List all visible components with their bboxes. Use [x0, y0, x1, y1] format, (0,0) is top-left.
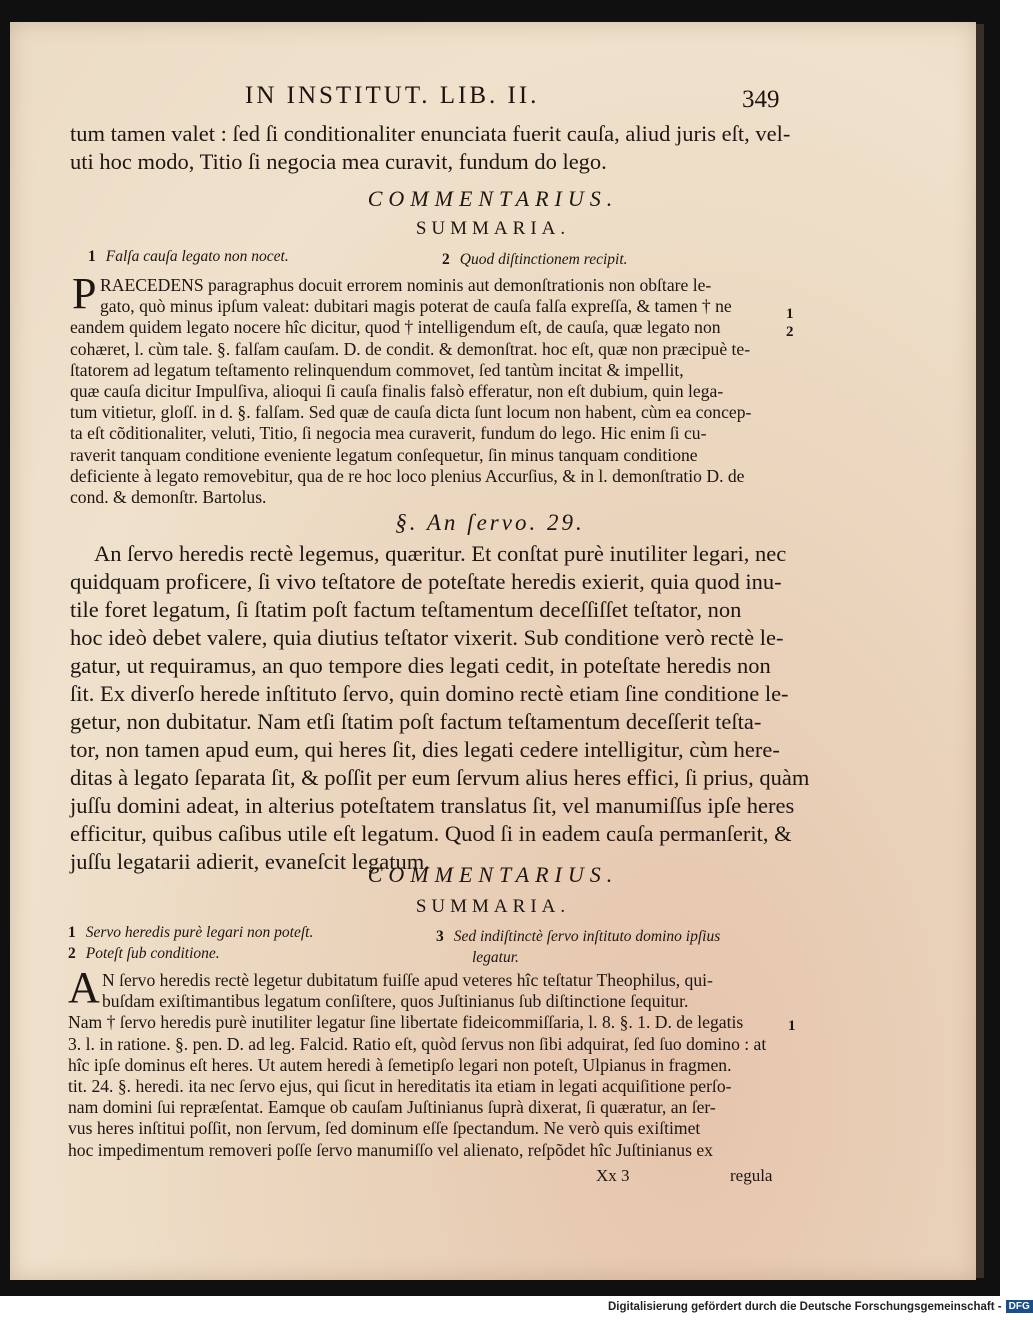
summary-item: [88, 248, 289, 266]
summary-item: [68, 924, 313, 942]
text-line: getur, non dubitatur. Nam etſi ſtatim poſt factum teſtamentum deceſſerit teſta-: [70, 709, 762, 734]
dfg-logo: DFG: [1006, 1300, 1033, 1313]
summary-text: Servo heredis purè legari non poteſt.: [85, 924, 314, 941]
text-line: ta eſt cõditionaliter, veluti, Titio, ſi negocia mea curaverit, fundum do lego. Hic enim ſi cu-: [70, 423, 707, 444]
text-line: juſſu domini adeat, in alterius poteſtatem translatus ſit, vel manumiſſus ipſe heres: [70, 793, 795, 818]
text-line: raverit tanquam conditione eveniente legatum conſequetur, ſin minus tanquam conditione: [70, 444, 698, 465]
text-line: ſit. Ex diverſo herede inſtituto ſervo, quin domino rectè etiam ſine conditione le-: [70, 681, 789, 706]
text-line: hoc impedimentum removeri poſſe ſervo manumiſſo vel alienato, reſpõdet hîc Juſtinianus ex: [68, 1139, 713, 1160]
summary-text: legatur.: [472, 949, 519, 966]
commentary-body: [70, 275, 751, 508]
summary-heading: SUMMARIA.: [415, 896, 571, 917]
section-title: §. An ſervo. 29.: [395, 510, 585, 535]
summary-number: 1: [88, 248, 96, 265]
text-line: tor, non tamen apud eum, qui heres ſit, dies legati cedere intelligitur, cùm here-: [70, 737, 780, 762]
text-line: cond. & demonſtr. Bartolus.: [70, 487, 267, 508]
text-line: uti hoc modo, Titio ſi negocia mea curavit, fundum do lego.: [70, 149, 607, 174]
text-line: tile foret legatum, ſi ſtatim poſt factum teſtamentum deceſſiſſet teſtator, non: [70, 597, 742, 622]
summary-item: [436, 928, 720, 946]
text-line: eandem quidem legato nocere hîc dicitur, quod † intelligendum eſt, de cauſa, quæ legato non: [70, 317, 721, 338]
text-line: gatur, ut requiramus, an quo tempore dies legati cedit, in poteſtate heredis non: [70, 653, 771, 678]
signature-mark: Xx 3: [596, 1166, 630, 1185]
credit-text: Digitalisierung gefördert durch die Deutsche Forschungsgemeinschaft -: [608, 1301, 1002, 1313]
text-line: tum tamen valet : ſed ſi conditionaliter enunciata fuerit cauſa, aliud juris eſt, vel-: [70, 121, 791, 146]
text-line: tit. 24. §. heredi. ita nec ſervo ejus, qui ſicut in hereditatis ita etiam in legati acquiſitione perſo-: [68, 1076, 732, 1097]
summary-text: Falſa cauſa legato non nocet.: [105, 248, 289, 265]
margin-number: 1: [786, 306, 794, 322]
summary-item: [442, 251, 628, 269]
text-line: ditas à legato ſeparata ſit, & poſſit per eum ſervum alius heres effici, ſi prius, quàm: [70, 765, 810, 790]
summary-number: 2: [68, 945, 76, 962]
drop-cap: A: [68, 963, 100, 1012]
text-line: Nam † ſervo heredis purè inutiliter legatur ſine libertate fideicommiſſaria, l. 8. §. 1. D. de legatis: [68, 1012, 744, 1033]
commentary-heading: COMMENTARIUS.: [367, 862, 619, 887]
margin-number: 1: [788, 1018, 796, 1034]
text-line: deficiente à legato removebitur, qua de re hoc loco plenius Accurſius, & in l. demonſtratio D. de: [70, 465, 745, 486]
running-head: IN INSTITUT. LIB. II.: [245, 82, 540, 109]
page-number: 349: [742, 86, 780, 113]
commentary-heading: COMMENTARIUS.: [367, 186, 619, 211]
text-line: An ſervo heredis rectè legemus, quæritur. Et conſtat purè inutiliter legari, nec: [94, 541, 787, 566]
text-line: quidquam proficere, ſi vivo teſtatore de poteſtate heredis exierit, quia quod inu-: [70, 569, 782, 594]
text-line: tum vitietur, gloſſ. in d. §. falſam. Sed quæ de cauſa dicta ſunt locum non habent, cùm ea concep-: [70, 402, 752, 423]
text-line: RAECEDENS paragraphus docuit errorem nominis aut demonſtrationis non obſtare le-: [100, 275, 712, 295]
summary-number: 3: [436, 928, 444, 945]
text-line: hoc ideò debet valere, quia diutius teſtator vixerit. Sub conditione verò rectè le-: [70, 625, 784, 650]
summary-text: Quod diſtinctionem recipit.: [459, 251, 628, 268]
summary-heading: SUMMARIA.: [415, 218, 571, 239]
text-line: buſdam exiſtimantibus legatum conſiſtere, quos Juſtinianus ſub diſtinctione ſequitur.: [102, 991, 689, 1012]
text-line: hîc ipſe dominus eſt heres. Ut autem heredi à ſemetipſo legari non poteſt, Ulpianus in fragmen.: [68, 1054, 732, 1075]
summary-text: Poteſt ſub conditione.: [85, 945, 220, 962]
margin-number: 2: [786, 324, 794, 340]
summary-item: [68, 945, 220, 963]
commentary-body: [68, 970, 766, 1161]
text-line: gato, quò minus ipſum valeat: dubitari magis poterat de cauſa falſa expreſſa, & tamen † ne: [100, 296, 732, 317]
summary-item: [472, 949, 519, 967]
summary-text: Sed indiſtinctè ſervo inſtituto domino ipſius: [453, 928, 721, 945]
text-line: nam domini ſui repræſentat. Eamque ob cauſam Juſtinianus ſuprà dixerat, ſi quæratur, an ſer-: [68, 1097, 716, 1118]
catchword: regula: [730, 1166, 773, 1185]
text-line: cohæret, l. cùm tale. §. falſam cauſam. D. de condit. & demonſtrat. hoc eſt, quæ non præcipuè te-: [70, 338, 751, 359]
opening-text: [70, 120, 790, 176]
drop-cap: P: [72, 269, 97, 318]
text-line: ſtatorem ad legatum teſtamento relinquendum commovet, ſed tantùm incitat & impellit,: [70, 359, 684, 380]
section-body: [70, 540, 809, 876]
text-line: quæ cauſa dicitur Impulſiva, alioqui ſi cauſa finalis falsò efferatur, non eſt dubium, quin lega-: [70, 381, 724, 402]
text-line: vus heres inſtitui poſſit, non ſervum, ſed dominum eſſe ſpectandum. Ne verò quis exiſtimet: [68, 1118, 701, 1139]
text-line: N ſervo heredis rectè legetur dubitatum fuiſſe apud veteres hîc teſtatur Theophilus, qui-: [102, 970, 713, 990]
text-line: juſſu legatarii adierit, evaneſcit legatum.: [70, 849, 430, 874]
text-line: 3. l. in ratione. §. pen. D. ad leg. Falcid. Ratio eſt, quòd ſervus non ſibi adquirat, ſed ſuo domino : at: [68, 1033, 767, 1054]
page-edge: [976, 24, 984, 1278]
text-line: efficitur, quibus caſibus utile eſt legatum. Quod ſi in eadem cauſa permanſerit, &: [70, 821, 792, 846]
summary-number: 1: [68, 924, 76, 941]
digitization-credit: [608, 1300, 1033, 1313]
summary-number: 2: [442, 251, 450, 268]
